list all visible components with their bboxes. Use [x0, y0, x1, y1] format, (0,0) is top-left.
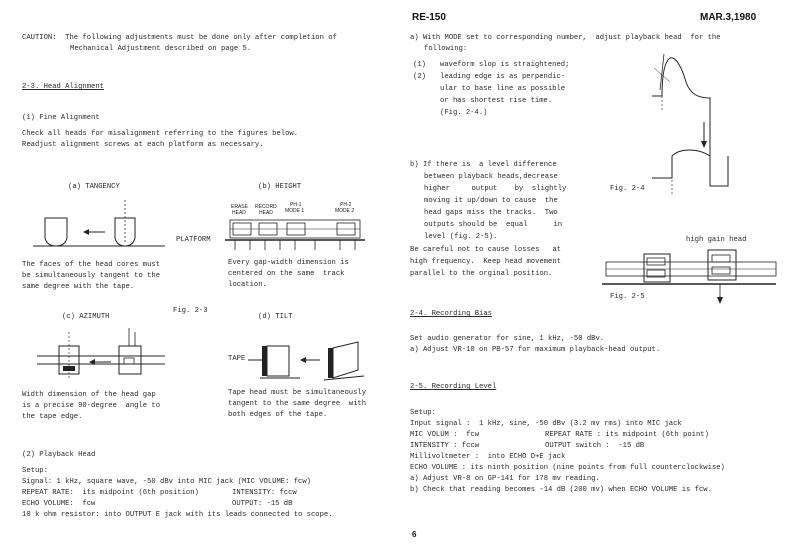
azimuth-text-3: the tape edge. — [22, 413, 83, 421]
playback-intensity: INTENSITY: fccw — [232, 489, 297, 497]
mode-instruction-1: a) With MODE set to corresponding number, adjust playback head for the — [410, 34, 721, 42]
tangency-text-3: same degree with the tape. — [22, 283, 135, 291]
page-number: 6 — [412, 530, 417, 539]
platform-label: PLATFORM — [176, 236, 211, 244]
level-diff-text-7: level (fig. 2-5). — [424, 233, 498, 241]
condition-2-text-1: leading edge is as perpendic- — [440, 73, 566, 81]
fig-2-4-label: Fig. 2-4 — [610, 185, 645, 193]
tangency-diagram — [25, 196, 175, 254]
bias-text-2: a) Adjust VR-10 on PB-57 for maximum playback-head output. — [410, 346, 661, 354]
height-text-1: Every gap-width dimension is — [228, 259, 349, 267]
playback-signal: Signal: 1 kHz, square wave, -50 dBv into MIC jack (MIC VOLUME: fcw) — [22, 478, 311, 486]
tangency-text-2: be simultaneously tangent to the — [22, 272, 161, 280]
playback-repeat-rate: REPEAT RATE: its midpoint (6th position) — [22, 489, 199, 497]
caution-line-2: Mechanical Adjustment described on page 5. — [70, 45, 252, 53]
height-label-record: RECORD — [255, 204, 277, 210]
playback-head-title: (2) Playback Head — [22, 451, 96, 459]
height-label-ph2: PH-2 — [340, 202, 352, 208]
careful-text-3: parallel to the orginal position. — [410, 270, 553, 278]
height-text-3: location. — [228, 281, 267, 289]
fig-2-5-label: Fig. 2-5 — [610, 293, 645, 301]
tilt-text-3: both edges of the tape. — [228, 411, 328, 419]
playback-echo-volume: ECHO VOLUME: fcw — [22, 500, 96, 508]
azimuth-diagram — [25, 324, 175, 386]
careful-text-2: high frequency. Keep head movement — [410, 258, 561, 266]
section-recording-bias: 2-4. Recording Bias — [410, 310, 492, 318]
playback-output: OUTPUT: -15 dB — [232, 500, 293, 508]
level-diff-text-3: higher output by slightly — [424, 185, 567, 193]
height-label-mode2: MODE 2 — [335, 208, 355, 214]
height-label-record-head: HEAD — [259, 210, 273, 216]
condition-2-text-2: ular to base line as possible — [440, 85, 566, 93]
level-check-reading: b) Check that reading becomes -14 dB (200 mv) when ECHO VOLUME is fcw. — [410, 486, 712, 494]
tape-label: TAPE — [228, 355, 246, 363]
bias-text-1: Set audio generator for sine, 1 kHz, -50 dBv. — [410, 335, 605, 343]
condition-1-number: (1) — [413, 61, 426, 69]
condition-2-text-4: (Fig. 2-4.) — [440, 109, 488, 117]
tilt-diagram — [240, 326, 380, 388]
level-input-signal: Input signal : 1 kHz, sine, -50 dBv (3.2 mv rms) into MIC jack — [410, 420, 682, 428]
condition-1-text: waveform slop is straightened; — [440, 61, 570, 69]
height-text-2: centered on the same track — [228, 270, 345, 278]
tilt-text-1: Tape head must be simultaneously — [228, 389, 367, 397]
playback-setup: Setup: — [22, 467, 48, 475]
level-mic-volum: MIC VOLUM : fcw — [410, 431, 480, 439]
height-label-erase: ERASE — [231, 204, 248, 210]
level-diff-text-5: head gaps miss the tracks. Two — [424, 209, 558, 217]
level-output-switch: OUTPUT switch : -15 dB — [545, 442, 645, 450]
level-setup: Setup: — [410, 409, 436, 417]
model-number: RE-150 — [412, 12, 446, 23]
tilt-text-2: tangent to the same degree with — [228, 400, 367, 408]
level-intensity: INTENSITY : fccw — [410, 442, 480, 450]
level-millivoltmeter: Millivoltmeter : into ECHO D+E jack — [410, 453, 566, 461]
height-title: (b) HEIGHT — [258, 183, 302, 191]
level-echo-volume: ECHO VOLUME : its ninth position (nine points from full counterclockwise) — [410, 464, 725, 472]
fine-alignment-text-1: Check all heads for misalignment referring to the figures below. — [22, 130, 299, 138]
azimuth-title: (c) AZIMUTH — [62, 313, 110, 321]
careful-text-1: Be careful not to cause losses at — [410, 246, 561, 254]
section-recording-level: 2-5. Recording Level — [410, 383, 497, 391]
tangency-text-1: The faces of the head cores must — [22, 261, 161, 269]
azimuth-text-1: Width dimension of the head gap — [22, 391, 156, 399]
height-diagram — [175, 196, 375, 258]
level-diff-text-6: outputs should be equal in — [424, 221, 563, 229]
fig-2-3-label: Fig. 2-3 — [173, 307, 208, 315]
height-label-erase-head: HEAD — [232, 210, 246, 216]
fine-alignment-title: (1) Fine Alignment — [22, 114, 100, 122]
high-gain-head-label: high gain head — [686, 236, 747, 244]
playback-resistor: 10 k ohm resistor: into OUTPUT E jack with its leads connected to scope. — [22, 511, 333, 519]
tangency-title: (a) TANGENCY — [68, 183, 120, 191]
tilt-title: (d) TILT — [258, 313, 293, 321]
level-diff-text-2: between playback heads,decrease — [424, 173, 558, 181]
level-diff-text-1: b) If there is a level difference — [410, 161, 557, 169]
condition-2-text-3: or has shortest rise time. — [440, 97, 553, 105]
section-head-alignment: 2-3. Head Alignment — [22, 83, 104, 91]
document-date: MAR.3,1980 — [700, 12, 757, 23]
height-label-ph1: PH-1 — [290, 202, 302, 208]
height-label-mode1: MODE 1 — [285, 208, 305, 214]
condition-2-number: (2) — [413, 73, 426, 81]
level-repeat-rate: REPEAT RATE : its midpoint (6th point) — [545, 431, 709, 439]
caution-line-1: CAUTION: The following adjustments must be done only after completion of — [22, 34, 337, 42]
fine-alignment-text-2: Readjust alignment screws at each platform as necessary. — [22, 141, 264, 149]
fig-2-4-waveform — [640, 48, 770, 198]
level-diff-text-4: moving it up/down to cause the — [424, 197, 558, 205]
level-adjust-vr8: a) Adjust VR-8 on GP-141 for 178 mv reading. — [410, 475, 600, 483]
mode-instruction-2: following: — [424, 45, 468, 53]
azimuth-text-2: is a precise 90-degree angle to — [22, 402, 161, 410]
